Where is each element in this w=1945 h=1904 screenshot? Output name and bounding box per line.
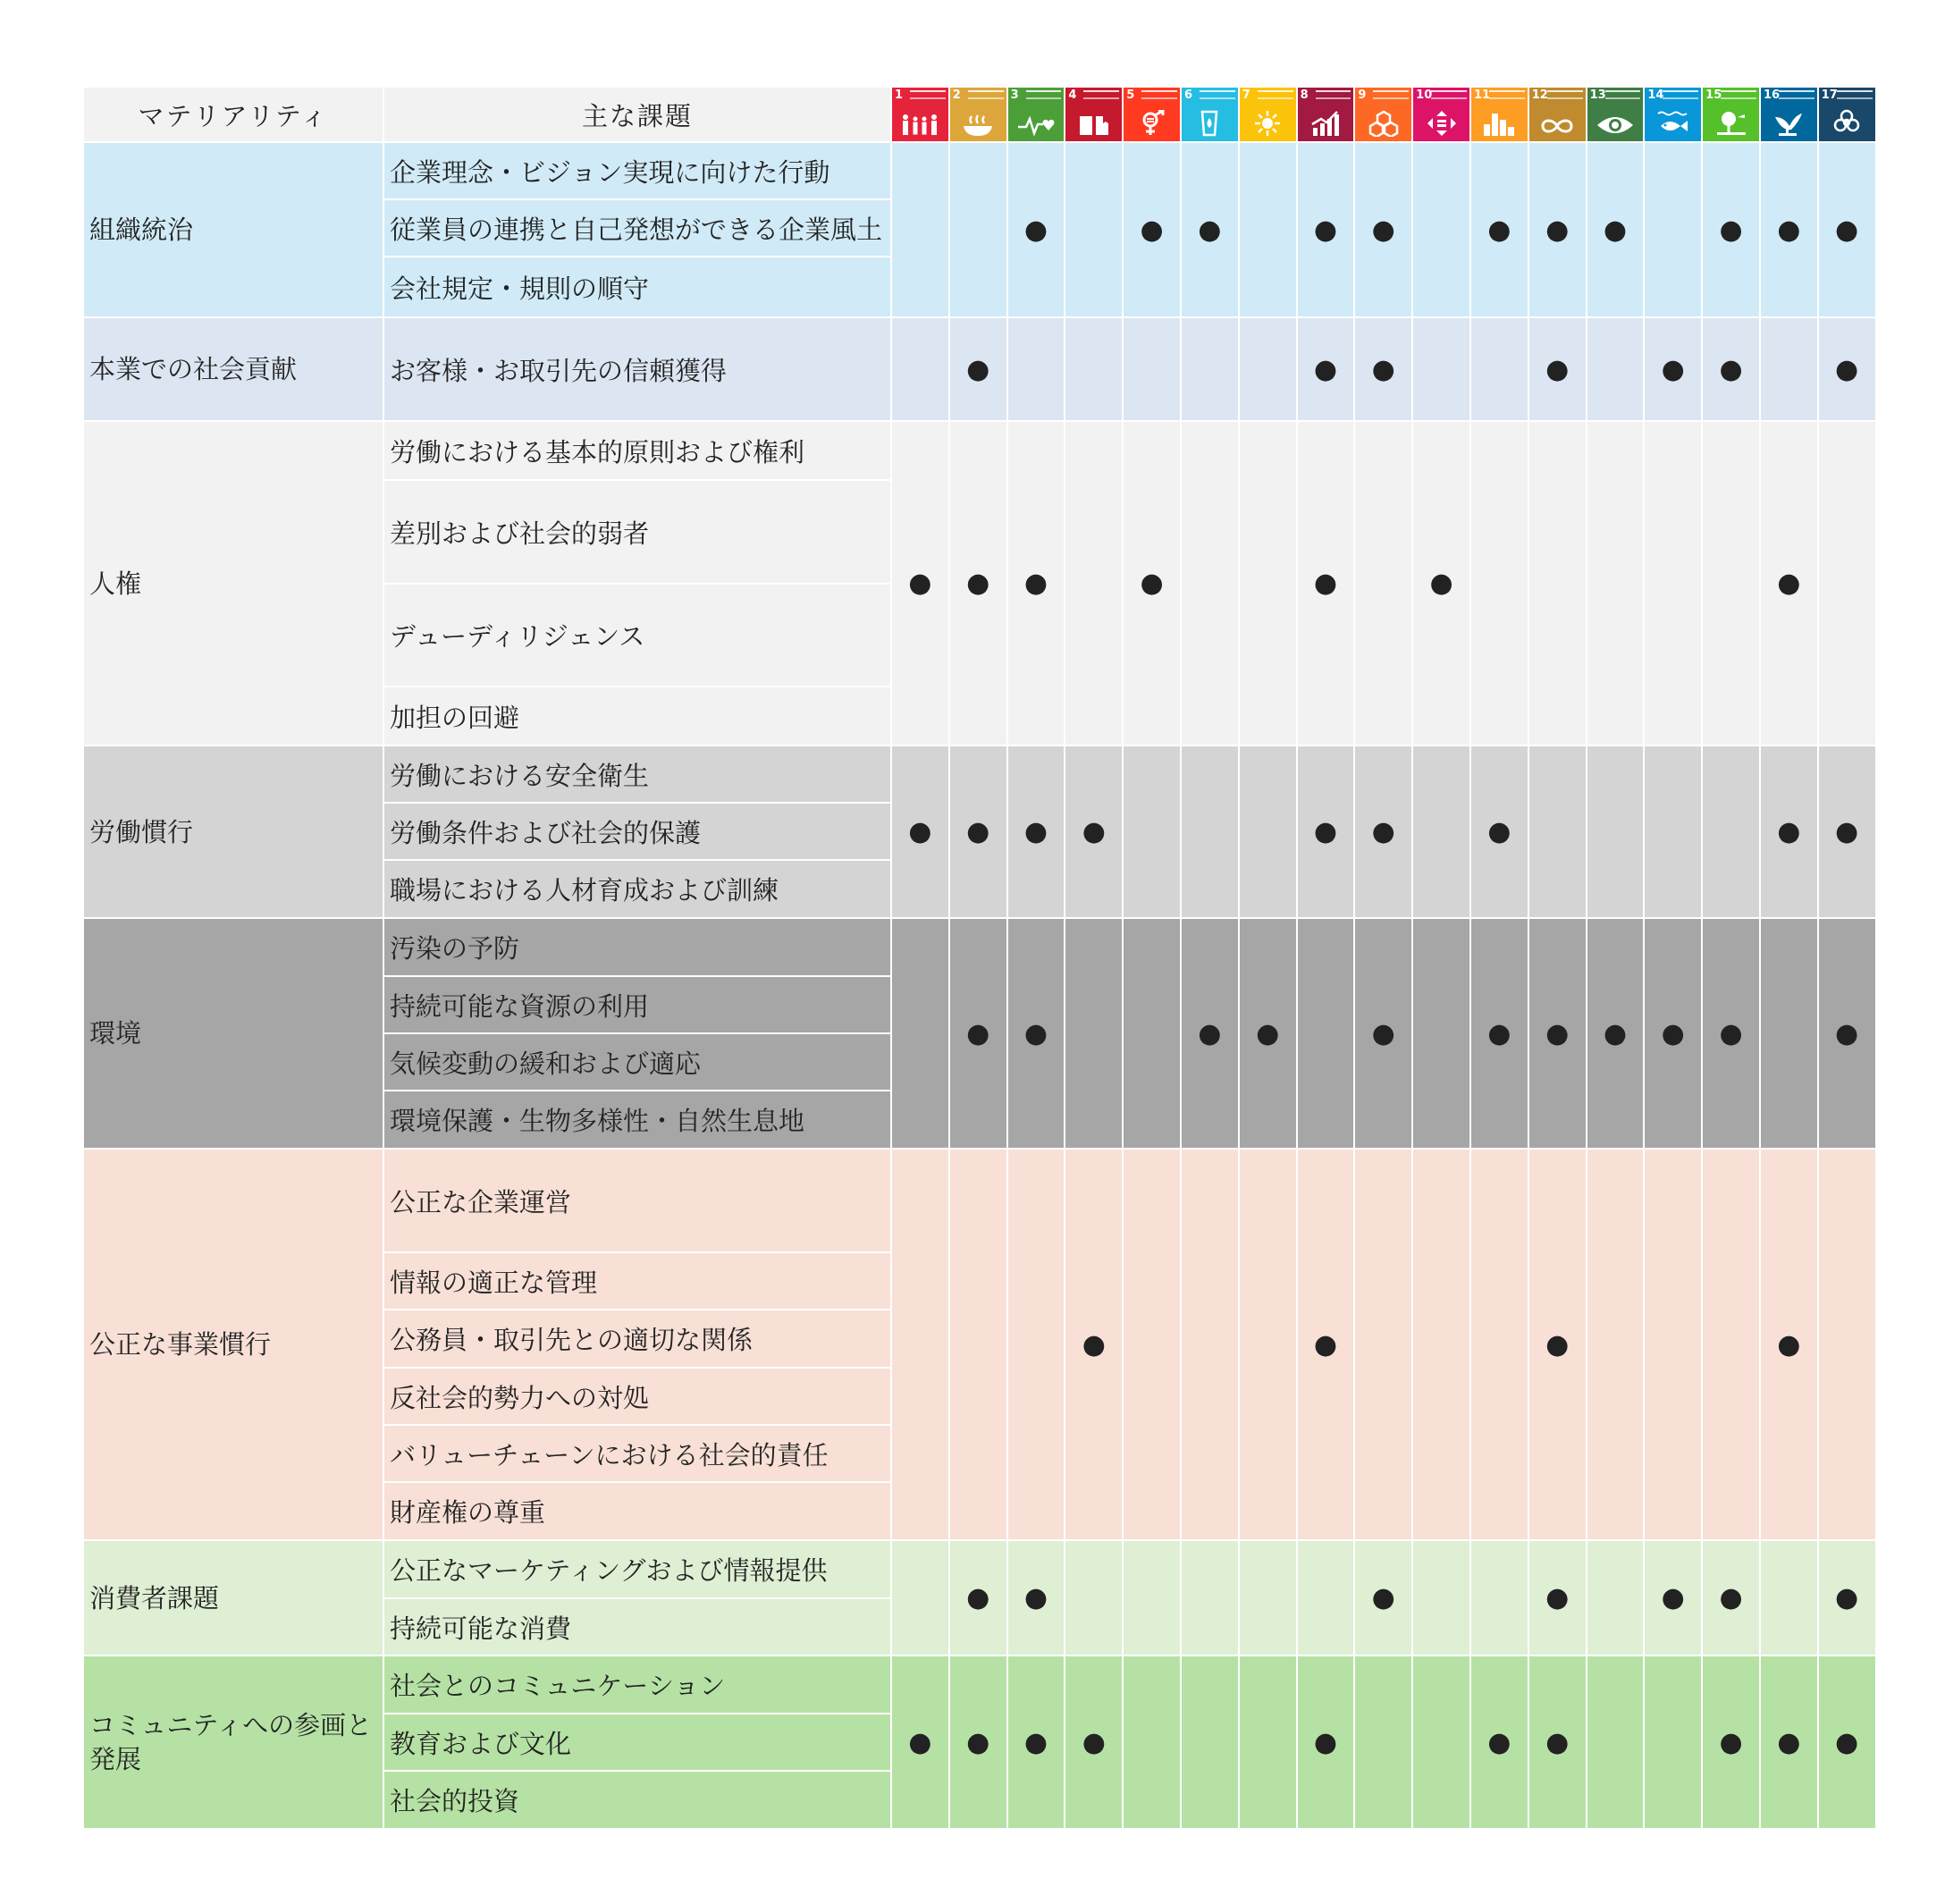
- sun-icon: [1254, 110, 1281, 137]
- sdg-mark-cell: [1239, 746, 1297, 918]
- mark-dot: ●: [1545, 1328, 1570, 1361]
- sdg-mark-cell: [1587, 1149, 1645, 1540]
- sdg-mark-cell: [1123, 421, 1181, 746]
- sdg-mark-cell: [1528, 142, 1587, 317]
- mark-dot: ●: [1777, 816, 1801, 847]
- sdg-mark-cell: [1528, 421, 1587, 746]
- mark-dot: ●: [908, 816, 932, 847]
- mark-dot: ●: [1313, 353, 1338, 385]
- sdg-mark-cell: [949, 142, 1007, 317]
- bowl-icon: [960, 114, 996, 137]
- sdg-mark-cell: [949, 421, 1007, 746]
- sdg-mark-cell: [891, 1540, 949, 1655]
- mark-dot: ●: [1371, 214, 1395, 246]
- sdg-mark-cell: [1239, 918, 1297, 1149]
- city-icon: [1482, 110, 1516, 137]
- equality-icon: [1427, 110, 1457, 137]
- mark-dot: ●: [1719, 1582, 1743, 1613]
- sdg-mark-cell: [1065, 1540, 1123, 1655]
- sdg-mark-cell: [1065, 317, 1123, 421]
- sdg-mark-cell: [949, 1655, 1007, 1829]
- materiality-header: マテリアリティ: [83, 87, 383, 142]
- sdg-mark-cell: [1818, 1149, 1876, 1540]
- sdg-mark-cell: [1065, 918, 1123, 1149]
- sdg-mark-cell: [1702, 1655, 1760, 1829]
- sdg-mark-cell: [1818, 1655, 1876, 1829]
- sdg-mark-cell: [1239, 1149, 1297, 1540]
- sdg-mark-cell: [949, 1149, 1007, 1540]
- sdg-mark-cell: [1644, 746, 1702, 918]
- mark-dot: ●: [908, 1726, 932, 1758]
- sdg-mark-cell: [1587, 421, 1645, 746]
- sdg-mark-cell: [1123, 746, 1181, 918]
- mark-dot: ●: [1313, 1726, 1338, 1758]
- mark-dot: ●: [966, 1582, 990, 1613]
- mark-dot: ●: [1719, 1017, 1743, 1049]
- sdg-mark-cell: [1123, 142, 1181, 317]
- sdg-mark-cell: [1760, 746, 1818, 918]
- issue-cell: 持続可能な資源の利用: [383, 976, 891, 1033]
- sdg-mark-cell: [1123, 1655, 1181, 1829]
- sdg-goal-6: 6: [1181, 87, 1239, 142]
- sdg-mark-cell: [1470, 746, 1528, 918]
- sdg-goal-13: 13: [1587, 87, 1645, 142]
- sdg-mark-cell: [891, 918, 949, 1149]
- materiality-sdg-table: [82, 86, 1877, 1830]
- sdg-mark-cell: [1470, 421, 1528, 746]
- sdg-mark-cell: [1123, 1540, 1181, 1655]
- table-row: [83, 142, 1876, 199]
- issue-cell: 汚染の予防: [383, 918, 891, 976]
- sdg-goal-11: 11: [1470, 87, 1528, 142]
- issue-cell: 持続可能な消費: [383, 1598, 891, 1655]
- issue-cell: 加担の回避: [383, 687, 891, 746]
- growth-chart-icon: [1310, 110, 1341, 137]
- mark-dot: ●: [1140, 214, 1164, 246]
- sdg-mark-cell: [1297, 142, 1355, 317]
- sdg-mark-cell: [1412, 746, 1470, 918]
- mark-dot: ●: [1429, 568, 1453, 599]
- sdg-mark-cell: [1181, 421, 1239, 746]
- mark-dot: ●: [1835, 214, 1859, 246]
- sdg-goal-17: 17: [1818, 87, 1876, 142]
- table-row: [83, 1540, 1876, 1598]
- sdg-mark-cell: [1818, 421, 1876, 746]
- sdg-mark-cell: [1702, 918, 1760, 1149]
- table-row: [83, 746, 1876, 803]
- mark-dot: ●: [1777, 568, 1801, 599]
- sdg-mark-cell: [1297, 1655, 1355, 1829]
- materiality-cell: 人権: [83, 421, 383, 746]
- mark-dot: ●: [1545, 1017, 1570, 1049]
- sdg-mark-cell: [1412, 317, 1470, 421]
- sdg-mark-cell: [949, 1540, 1007, 1655]
- sdg-mark-cell: [1470, 1655, 1528, 1829]
- mark-dot: ●: [1082, 1726, 1106, 1758]
- issue-cell: 差別および社会的弱者: [383, 480, 891, 584]
- mark-dot: ●: [1661, 1582, 1685, 1613]
- sdg-mark-cell: [1528, 1655, 1587, 1829]
- mark-dot: ●: [1313, 1328, 1338, 1361]
- sdg-mark-cell: [891, 317, 949, 421]
- sdg-goal-16: 16: [1760, 87, 1818, 142]
- sdg-mark-cell: [1412, 1540, 1470, 1655]
- mark-dot: ●: [1313, 568, 1338, 599]
- sdg-mark-cell: [1644, 918, 1702, 1149]
- issue-cell: 職場における人材育成および訓練: [383, 860, 891, 918]
- sdg-mark-cell: [1528, 918, 1587, 1149]
- sdg-mark-cell: [1760, 317, 1818, 421]
- eye-globe-icon: [1596, 114, 1635, 137]
- sdg-mark-cell: [1065, 1655, 1123, 1829]
- sdg-mark-cell: [1065, 142, 1123, 317]
- mark-dot: ●: [1082, 816, 1106, 847]
- sdg-mark-cell: [1354, 421, 1412, 746]
- materiality-cell: 組織統治: [83, 142, 383, 317]
- sdg-mark-cell: [1644, 317, 1702, 421]
- sdg-mark-cell: [1181, 142, 1239, 317]
- issue-cell: バリューチェーンにおける社会的責任: [383, 1425, 891, 1482]
- sdg-mark-cell: [1354, 1655, 1412, 1829]
- sdg-mark-cell: [1587, 1540, 1645, 1655]
- sdg-mark-cell: [1412, 1655, 1470, 1829]
- sdg-mark-cell: [1470, 1540, 1528, 1655]
- sdg-mark-cell: [1354, 1149, 1412, 1540]
- sdg-goal-3: 3: [1007, 87, 1065, 142]
- sdg-mark-cell: [1297, 1149, 1355, 1540]
- sdg-mark-cell: [1470, 317, 1528, 421]
- mark-dot: ●: [1545, 1726, 1570, 1758]
- sdg-mark-cell: [1587, 1655, 1645, 1829]
- table-row: [83, 317, 1876, 421]
- tree-icon: [1714, 110, 1748, 137]
- mark-dot: ●: [1371, 353, 1395, 385]
- mark-dot: ●: [1835, 353, 1859, 385]
- people-icon: [900, 114, 939, 137]
- sdg-mark-cell: [1239, 1540, 1297, 1655]
- sdg-goal-7: 7: [1239, 87, 1297, 142]
- flower-icon: [1832, 108, 1861, 137]
- sdg-mark-cell: [1297, 918, 1355, 1149]
- sdg-mark-cell: [1297, 421, 1355, 746]
- mark-dot: ●: [1023, 214, 1048, 246]
- heartbeat-icon: [1016, 114, 1056, 137]
- mark-dot: ●: [908, 568, 932, 599]
- sdg-goal-2: 2: [949, 87, 1007, 142]
- materiality-cell: コミュニティへの参画と発展: [83, 1655, 383, 1829]
- issue-cell: 企業理念・ビジョン実現に向けた行動: [383, 142, 891, 199]
- sdg-goal-5: 5: [1123, 87, 1181, 142]
- mark-dot: ●: [1487, 1726, 1511, 1758]
- sdg-mark-cell: [1007, 1655, 1065, 1829]
- mark-dot: ●: [1545, 353, 1570, 385]
- sdg-goal-14: 14: [1644, 87, 1702, 142]
- sdg-mark-cell: [1702, 142, 1760, 317]
- sdg-mark-cell: [1818, 317, 1876, 421]
- mark-dot: ●: [1661, 1017, 1685, 1049]
- mark-dot: ●: [1835, 1017, 1859, 1049]
- sdg-mark-cell: [1412, 421, 1470, 746]
- sdg-mark-cell: [891, 142, 949, 317]
- sdg-mark-cell: [1065, 1149, 1123, 1540]
- issue-cell: 反社会的勢力への対処: [383, 1368, 891, 1425]
- gender-icon: [1137, 110, 1167, 137]
- mark-dot: ●: [1023, 816, 1048, 847]
- sdg-mark-cell: [1297, 317, 1355, 421]
- header-row: [83, 87, 1876, 142]
- issue-cell: 公正な企業運営: [383, 1149, 891, 1252]
- materiality-cell: 労働慣行: [83, 746, 383, 918]
- table-row: [83, 918, 1876, 976]
- sdg-mark-cell: [1065, 421, 1123, 746]
- mark-dot: ●: [1777, 1328, 1801, 1361]
- sdg-mark-cell: [1587, 142, 1645, 317]
- materiality-cell: 環境: [83, 918, 383, 1149]
- sdg-mark-cell: [891, 1655, 949, 1829]
- sdg-mark-cell: [1007, 1149, 1065, 1540]
- materiality-cell: 消費者課題: [83, 1540, 383, 1655]
- sdg-mark-cell: [1354, 1540, 1412, 1655]
- dove-icon: [1772, 110, 1806, 137]
- sdg-mark-cell: [1470, 142, 1528, 317]
- sdg-mark-cell: [1644, 1540, 1702, 1655]
- table-row: [83, 1655, 1876, 1714]
- sdg-mark-cell: [1528, 317, 1587, 421]
- mark-dot: ●: [1082, 1328, 1106, 1361]
- issue-cell: 情報の適正な管理: [383, 1252, 891, 1310]
- sdg-mark-cell: [1587, 317, 1645, 421]
- sdg-mark-cell: [1412, 918, 1470, 1149]
- sdg-mark-cell: [1007, 918, 1065, 1149]
- sdg-mark-cell: [1007, 421, 1065, 746]
- water-drop-icon: [1196, 110, 1223, 137]
- sdg-mark-cell: [1123, 1149, 1181, 1540]
- mark-dot: ●: [1140, 568, 1164, 599]
- mark-dot: ●: [1371, 1017, 1395, 1049]
- sdg-mark-cell: [1239, 421, 1297, 746]
- sdg-mark-cell: [1354, 918, 1412, 1149]
- mark-dot: ●: [1545, 1582, 1570, 1613]
- mark-dot: ●: [1603, 214, 1628, 246]
- sdg-mark-cell: [1354, 317, 1412, 421]
- sdg-mark-cell: [1818, 918, 1876, 1149]
- sdg-mark-cell: [1644, 1149, 1702, 1540]
- issue-cell: 教育および文化: [383, 1714, 891, 1771]
- mark-dot: ●: [1777, 1726, 1801, 1758]
- sdg-mark-cell: [1007, 142, 1065, 317]
- sdg-mark-cell: [1644, 142, 1702, 317]
- sdg-mark-cell: [1587, 746, 1645, 918]
- sdg-mark-cell: [1528, 1540, 1587, 1655]
- issue-cell: 気候変動の緩和および適応: [383, 1033, 891, 1091]
- sdg-mark-cell: [1181, 317, 1239, 421]
- sdg-mark-cell: [1644, 1655, 1702, 1829]
- sdg-mark-cell: [1587, 918, 1645, 1149]
- sdg-mark-cell: [1239, 317, 1297, 421]
- issue-cell: 社会とのコミュニケーション: [383, 1655, 891, 1714]
- sdg-mark-cell: [1470, 918, 1528, 1149]
- mark-dot: ●: [1603, 1017, 1628, 1049]
- sdg-mark-cell: [1702, 421, 1760, 746]
- issue-cell: 環境保護・生物多様性・自然生息地: [383, 1091, 891, 1149]
- fish-icon: [1655, 110, 1691, 137]
- infinity-icon: [1539, 115, 1575, 137]
- mark-dot: ●: [1487, 214, 1511, 246]
- issue-cell: 労働における基本的原則および権利: [383, 421, 891, 480]
- sdg-mark-cell: [1007, 746, 1065, 918]
- sdg-mark-cell: [1760, 142, 1818, 317]
- issue-cell: 会社規定・規則の順守: [383, 257, 891, 317]
- issue-cell: 労働条件および社会的保護: [383, 803, 891, 860]
- sdg-goal-4: 4: [1065, 87, 1123, 142]
- mark-dot: ●: [1835, 1726, 1859, 1758]
- sdg-mark-cell: [1470, 1149, 1528, 1540]
- sdg-mark-cell: [1702, 1540, 1760, 1655]
- issue-cell: 財産権の尊重: [383, 1482, 891, 1540]
- table-body: [83, 142, 1876, 1829]
- mark-dot: ●: [1487, 1017, 1511, 1049]
- mark-dot: ●: [1487, 816, 1511, 847]
- sdg-mark-cell: [1528, 746, 1587, 918]
- sdg-mark-cell: [1354, 746, 1412, 918]
- sdg-goal-8: 8: [1297, 87, 1355, 142]
- mark-dot: ●: [1313, 816, 1338, 847]
- book-icon: [1076, 114, 1112, 137]
- issue-cell: お客様・お取引先の信頼獲得: [383, 317, 891, 421]
- sdg-mark-cell: [891, 746, 949, 918]
- table-row: [83, 1149, 1876, 1252]
- sdg-mark-cell: [1760, 1149, 1818, 1540]
- sdg-mark-cell: [1007, 317, 1065, 421]
- sdg-mark-cell: [949, 746, 1007, 918]
- sdg-mark-cell: [1181, 1540, 1239, 1655]
- sdg-mark-cell: [1818, 142, 1876, 317]
- mark-dot: ●: [1719, 1726, 1743, 1758]
- mark-dot: ●: [1719, 214, 1743, 246]
- issue-cell: 公務員・取引先との適切な関係: [383, 1310, 891, 1368]
- mark-dot: ●: [1835, 816, 1859, 847]
- sdg-mark-cell: [1123, 918, 1181, 1149]
- sdg-mark-cell: [1412, 142, 1470, 317]
- mark-dot: ●: [1835, 1582, 1859, 1613]
- mark-dot: ●: [1198, 1017, 1222, 1049]
- sdg-mark-cell: [949, 918, 1007, 1149]
- sdg-mark-cell: [1702, 746, 1760, 918]
- sdg-mark-cell: [1818, 1540, 1876, 1655]
- sdg-mark-cell: [1760, 1655, 1818, 1829]
- sdg-mark-cell: [1528, 1149, 1587, 1540]
- sdg-mark-cell: [1702, 1149, 1760, 1540]
- sdg-goal-10: 10: [1412, 87, 1470, 142]
- issue-cell: 社会的投資: [383, 1771, 891, 1829]
- issue-cell: 公正なマーケティングおよび情報提供: [383, 1540, 891, 1598]
- cubes-icon: [1368, 110, 1399, 137]
- mark-dot: ●: [1371, 816, 1395, 847]
- sdg-mark-cell: [1239, 1655, 1297, 1829]
- mark-dot: ●: [1023, 1582, 1048, 1613]
- sdg-mark-cell: [949, 317, 1007, 421]
- mark-dot: ●: [1777, 214, 1801, 246]
- issue-cell: デューディリジェンス: [383, 584, 891, 687]
- sdg-mark-cell: [1760, 1540, 1818, 1655]
- mark-dot: ●: [1371, 1582, 1395, 1613]
- issues-header: 主な課題: [383, 87, 891, 142]
- sdg-mark-cell: [1181, 1655, 1239, 1829]
- mark-dot: ●: [1023, 1726, 1048, 1758]
- sdg-goal-9: 9: [1354, 87, 1412, 142]
- mark-dot: ●: [966, 1017, 990, 1049]
- materiality-cell: 公正な事業慣行: [83, 1149, 383, 1540]
- mark-dot: ●: [966, 1726, 990, 1758]
- sdg-mark-cell: [1297, 746, 1355, 918]
- sdg-mark-cell: [1644, 421, 1702, 746]
- sdg-mark-cell: [1297, 1540, 1355, 1655]
- sdg-goal-15: 15: [1702, 87, 1760, 142]
- sdg-mark-cell: [1412, 1149, 1470, 1540]
- mark-dot: ●: [1545, 214, 1570, 246]
- mark-dot: ●: [1198, 214, 1222, 246]
- sdg-mark-cell: [1181, 918, 1239, 1149]
- mark-dot: ●: [966, 568, 990, 599]
- sdg-goal-12: 12: [1528, 87, 1587, 142]
- mark-dot: ●: [1023, 568, 1048, 599]
- sdg-mark-cell: [1181, 746, 1239, 918]
- sdg-mark-cell: [1065, 746, 1123, 918]
- sdg-mark-cell: [1123, 317, 1181, 421]
- table-row: [83, 421, 1876, 480]
- mark-dot: ●: [1023, 1017, 1048, 1049]
- sdg-mark-cell: [1702, 317, 1760, 421]
- mark-dot: ●: [966, 816, 990, 847]
- sdg-mark-cell: [1239, 142, 1297, 317]
- sdg-mark-cell: [891, 421, 949, 746]
- sdg-mark-cell: [1181, 1149, 1239, 1540]
- sdg-goal-1: 1: [891, 87, 949, 142]
- sdg-mark-cell: [1760, 421, 1818, 746]
- sdg-mark-cell: [891, 1149, 949, 1540]
- mark-dot: ●: [1313, 214, 1338, 246]
- mark-dot: ●: [1661, 353, 1685, 385]
- sdg-mark-cell: [1760, 918, 1818, 1149]
- mark-dot: ●: [1719, 353, 1743, 385]
- issue-cell: 労働における安全衛生: [383, 746, 891, 803]
- mark-dot: ●: [966, 353, 990, 385]
- sdg-mark-cell: [1007, 1540, 1065, 1655]
- sdg-mark-cell: [1818, 746, 1876, 918]
- issue-cell: 従業員の連携と自己発想ができる企業風土: [383, 199, 891, 257]
- sdg-mark-cell: [1354, 142, 1412, 317]
- materiality-cell: 本業での社会貢献: [83, 317, 383, 421]
- mark-dot: ●: [1256, 1017, 1280, 1049]
